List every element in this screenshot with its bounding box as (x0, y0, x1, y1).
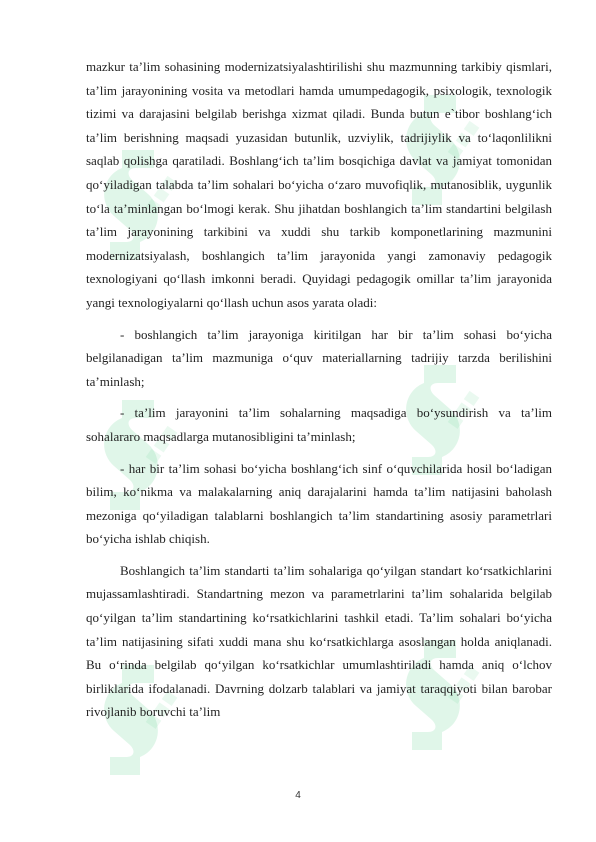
list-item: - ta’lim jarayonini ta’lim sohalarning maqsadiga bo‘ysundirish va ta’lim sohalararo maqsadlarga mutanosibligini ta’minlash; (86, 405, 552, 444)
list-item: - har bir ta’lim sohasi bo‘yicha boshlang‘ich sinf o‘quvchilarida hosil bo‘ladigan bilim, ko‘nikma va malakalarning aniq darajalarini hamda ta’lim natijasini baholash mezoniga qo‘yiladigan talablarni boshlangich ta’lim standartining asosiy parametrlari bo‘yicha ishlab chiqish. (86, 460, 552, 547)
paragraph: mazkur ta’lim sohasining modernizatsiyalashtirilishi shu mazmunning tarkibiy qismlari, ta’lim jarayonining vosita va metodlari hamda umumpedagogik, psixologik, texnologik tizimi va darajasini belgilab berishga xizmat qiladi. Bunda butun e`tibor boshlang‘ich ta’lim berishning maqsadi yuzasidan butunlik, uzviylik, tadrijiylik va to‘laqonlilikni saqlab qolishga qaratiladi. Boshlang‘ich ta’lim bosqichiga davlat va jamiyat tomonidan qo‘yiladigan talabda ta’lim sohalari bo‘yicha o‘zaro muvofiqlik, mutanosiblik, uygunlik to‘la ta’minlangan bo‘lmogi kerak. Shu jihatdan boshlangich ta’lim standartini belgilash ta’lim jarayonining tarkibini va xuddi shu tarkib komponetlarining mazmunini modernizatsiyalash, boshlangich ta’lim jarayonida yangi zamonaviy pedagogik texnologiyani qo‘llash imkonni beradi. Quyidagi pedagogik omillar ta’lim jarayonida yangi texnologiyalarni qo‘llash uchun asos yarata oladi: (86, 59, 552, 310)
page-number: 4 (295, 790, 301, 801)
paragraph: Boshlangich ta’lim standarti ta’lim sohalariga qo‘yilgan standart ko‘rsatkichlarini mujassamlashtiradi. Standartning mezon va parametrlarini ta’lim sohalarida belgilab qo‘yilgan ta’lim standartining ko‘rsatkichlarini tashkil etadi. Ta’lim sohalari bo‘yicha ta’lim natijasining sifati xuddi mana shu ko‘rsatkichlarga asoslangan holda aniqlanadi. Bu o‘rinda belgilab qo‘yilgan ko‘rsatkichlar umumlashtiriladi hamda aniq o‘lchov birliklarida ifodalanadi. Davrning dolzarb talablari va jamiyat taraqqiyoti bilan barobar rivojlanib boruvchi ta’lim (86, 562, 552, 720)
body-text (86, 55, 552, 724)
list-item: - boshlangich ta’lim jarayoniga kiritilgan har bir ta’lim sohasi bo‘yicha belgilanadigan ta’lim mazmuniga o‘quv materiallarning tadrijiy tarzda berilishini ta’minlash; (86, 326, 552, 389)
